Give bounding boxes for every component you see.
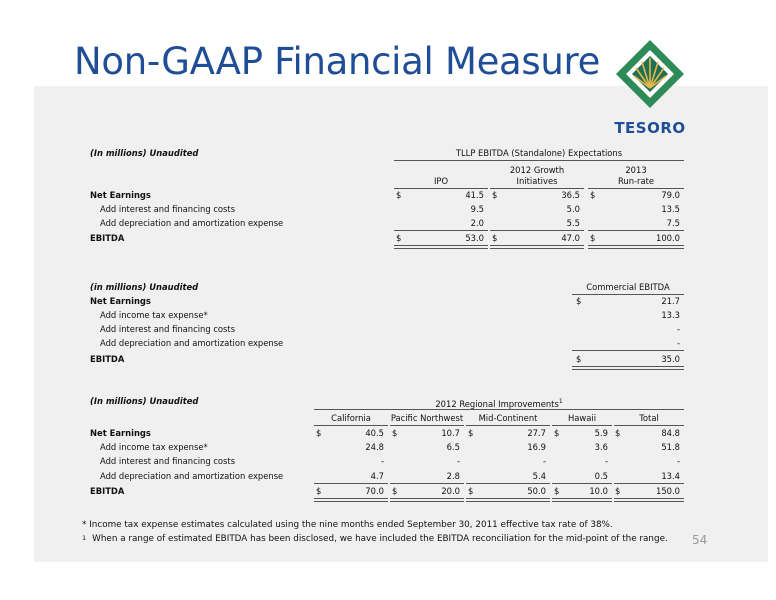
table3-header-label: (In millions) Unaudited [90,396,199,406]
table1-row-label: Add interest and financing costs [100,204,236,214]
table3-col-header: Total [639,413,659,423]
table1-cell: 13.5 [661,204,680,214]
table1-cell: 36.5 [561,190,580,200]
table3-cell: 3.6 [594,442,608,452]
table3-dollar: $ [615,486,621,496]
table2-column-header: Commercial EBITDA [586,282,670,292]
table3-col-header: Mid-Continent [478,413,538,423]
table1-dollar: $ [396,233,402,243]
table1-row-label: EBITDA [90,233,125,243]
table3-cell: 0.5 [594,471,608,481]
table3-cell: 5.9 [594,428,608,438]
table1-cell: 2.0 [470,218,484,228]
table3-cell: - [676,456,680,466]
table1-cell: 47.0 [561,233,580,243]
table2-row-label: Add income tax expense* [100,310,208,320]
table3-row-label: Add depreciation and amortization expense [100,471,284,481]
table1-cell: 9.5 [470,204,484,214]
table3-group-header: 2012 Regional Improvements$^1$ [435,398,563,409]
table3-cell: 13.4 [661,471,680,481]
table1-col2-line1: 2012 Growth [509,165,565,175]
page-title: Non-GAAP Financial Measure [74,40,601,83]
table1-cell: 41.5 [465,190,484,200]
table3-cell: 10.0 [589,486,608,496]
table3-cell: - [380,456,384,466]
table3-row-label: Net Earnings [90,428,151,438]
table1-dollar: $ [492,233,498,243]
table1-cell: 5.0 [566,204,580,214]
table2-header-label: (in millions) Unaudited [90,282,199,292]
table3-dollar: $ [316,486,322,496]
table1-dollar: $ [590,190,596,200]
table2-cell: 35.0 [661,354,680,364]
table3-cell: 70.0 [365,486,384,496]
table1-col2-line2: Initiatives [516,176,558,186]
table2-cell: 21.7 [661,296,680,306]
table1-cell: 7.5 [666,218,680,228]
table3-dollar: $ [554,486,560,496]
table2-cell: - [676,324,680,334]
table2-cell: 13.3 [661,310,680,320]
table3-cell: 27.7 [527,428,546,438]
table1-dollar: $ [590,233,596,243]
logo-wordmark: TESORO [614,119,686,137]
table2-dollar: $ [576,354,582,364]
footnote-tax-rate: * Income tax expense estimates calculated using the nine months ended September 30, 2011 effective tax rate of 38%. [82,520,613,530]
table1-header-label: (In millions) Unaudited [90,148,199,158]
table1-cell: 100.0 [656,233,680,243]
table3-cell: 40.5 [365,428,384,438]
table3-dollar: $ [392,428,398,438]
table1-group-header: TLLP EBITDA (Standalone) Expectations [455,148,623,158]
table3-cell: 6.5 [446,442,460,452]
table3-dollar: $ [392,486,398,496]
table2-cell: - [676,338,680,348]
table3-cell: 4.7 [370,471,384,481]
table1-col3-line2: Run-rate [617,176,655,186]
table2-row-label: Add depreciation and amortization expense [100,338,284,348]
table3-dollar: $ [615,428,621,438]
table3-cell: 2.8 [446,471,460,481]
table1-row-label: Add depreciation and amortization expense [100,218,284,228]
table3-cell: 24.8 [365,442,384,452]
table3-cell: 10.7 [441,428,460,438]
table3-dollar: $ [554,428,560,438]
table2-dollar: $ [576,296,582,306]
table3-row-label: EBITDA [90,486,125,496]
table3-col-header: California [331,413,371,423]
table3-cell: 150.0 [656,486,680,496]
table3-dollar: $ [468,428,474,438]
table1-cell: 53.0 [465,233,484,243]
table1-cell: 79.0 [661,190,680,200]
table1-cell: 5.5 [566,218,580,228]
table3-col-header: Hawaii [567,413,597,423]
table3-cell: 16.9 [527,442,546,452]
table3-cell: - [604,456,608,466]
table3-dollar: $ [316,428,322,438]
table3-cell: 51.8 [661,442,680,452]
table3-col-header: Pacific Northwest [390,413,464,423]
table3-dollar: $ [468,486,474,496]
table1-col3-line1: 2013 [625,165,647,175]
table3-cell: 84.8 [661,428,680,438]
table2-row-label: Net Earnings [90,296,151,306]
table3-cell: 50.0 [527,486,546,496]
table2-row-label: Add interest and financing costs [100,324,236,334]
table1-dollar: $ [396,190,402,200]
table3-cell: 20.0 [441,486,460,496]
footnote-ebitda-range: $^1$ When a range of estimated EBITDA has been disclosed, we have included the EBITDA reconciliation for the mid-point of the range. [82,534,668,544]
table3-cell: 5.4 [532,471,546,481]
table1-dollar: $ [492,190,498,200]
table1-col1-line2: IPO [433,176,449,186]
table2-row-label: EBITDA [90,354,125,364]
table3-cell: - [456,456,460,466]
table1-row-label: Net Earnings [90,190,151,200]
page-number: 54 [692,533,708,547]
table3-cell: - [542,456,546,466]
table3-row-label: Add interest and financing costs [100,456,236,466]
table3-row-label: Add income tax expense* [100,442,208,452]
